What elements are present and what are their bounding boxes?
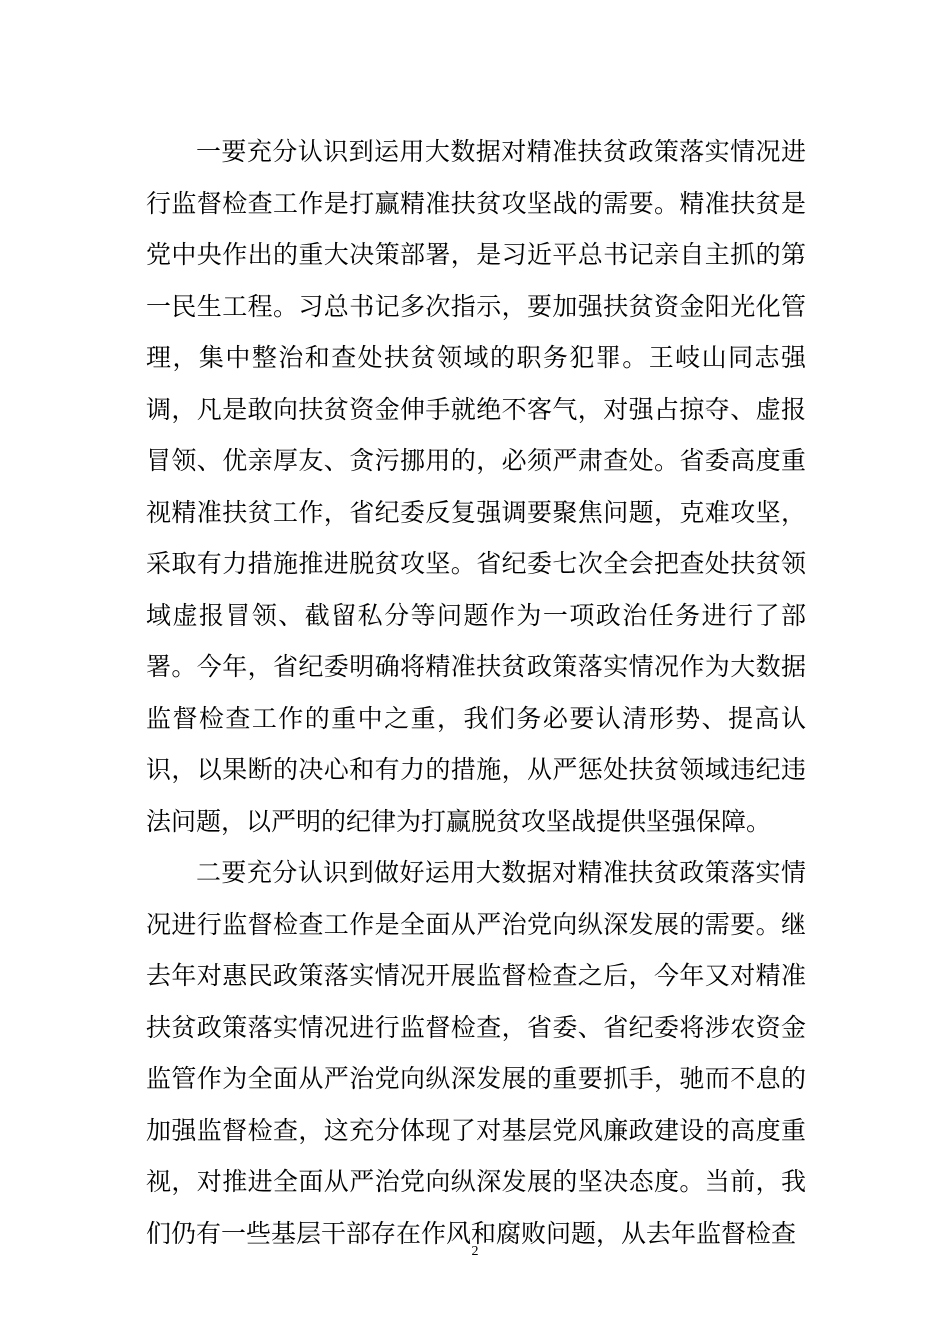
- paragraph-2: 二要充分认识到做好运用大数据对精准扶贫政策落实情况进行监督检查工作是全面从严治党向纵深发展的需要。继去年对惠民政策落实情况开展监督检查之后，今年又对精准扶贫政策落实情况进行监督检查，省委、省纪委将涉农资金监管作为全面从严治党向纵深发展的重要抓手，驰而不息的加强监督检查，这充分体现了对基层党风廉政建设的高度重视，对推进全面从严治党向纵深发展的坚决态度。当前，我们仍有一些基层干部存在作风和腐败问题，从去年监督检查: [146, 858, 806, 1248]
- paragraph-1: 一要充分认识到运用大数据对精准扶贫政策落实情况进行监督检查工作是打赢精准扶贫攻坚战的需要。精准扶贫是党中央作出的重大决策部署，是习近平总书记亲自主抓的第一民生工程。习总书记多次指示，要加强扶贫资金阳光化管理，集中整治和查处扶贫领域的职务犯罪。王岐山同志强调，凡是敢向扶贫资金伸手就绝不客气，对强占掠夺、虚报冒领、优亲厚友、贪污挪用的，必须严肃查处。省委高度重视精准扶贫工作，省纪委反复强调要聚焦问题，克难攻坚，采取有力措施推进脱贫攻坚。省纪委七次全会把查处扶贫领域虚报冒领、截留私分等问题作为一项政治任务进行了部署。今年，省纪委明确将精准扶贫政策落实情况作为大数据监督检查工作的重中之重，我们务必要认清形势、提高认识，以果断的决心和有力的措施，从严惩处扶贫领域违纪违法问题，以严明的纪律为打赢脱贫攻坚战提供坚强保障。: [146, 137, 806, 836]
- document-body: [146, 126, 806, 1259]
- page-number: 2: [471, 1244, 479, 1259]
